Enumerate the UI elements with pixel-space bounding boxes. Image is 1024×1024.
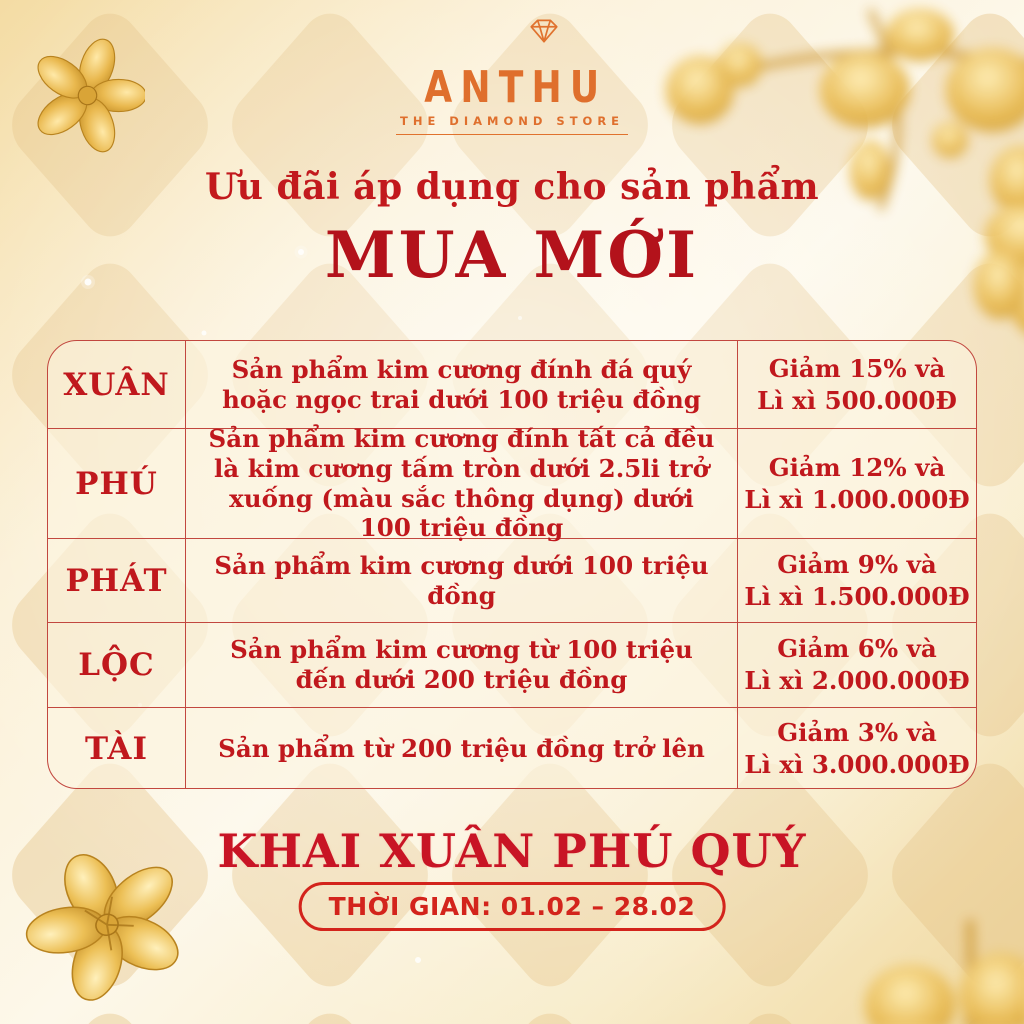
promo-title: MUA MỚI [324,218,700,293]
lixi-text: Lì xì 500.000Đ [757,385,957,415]
description-cell [186,341,738,429]
tier-label: PHÁT [65,562,168,599]
description-text: Sản phẩm kim cương dưới 100 triệu đồng [214,550,709,610]
description-text: Sản phẩm kim cương từ 100 triệu đến dưới 200 triệu đồng [230,635,693,694]
tier-cell [48,341,186,429]
offer-cell [738,623,976,708]
tier-label: TÀI [85,731,148,767]
brand-name: ANTHU [424,62,608,113]
lixi-text: Lì xì 1.500.000Đ [744,581,970,611]
tier-label: LỘC [78,647,155,683]
discount-text: Giảm 9% và [777,549,937,579]
lixi-text: Lì xì 1.000.000Đ [744,484,970,514]
discount-text: Giảm 15% và [768,353,946,383]
offer-table [47,340,977,789]
description-cell [186,623,738,708]
discount-text: Giảm 12% và [768,452,946,482]
description-text: Sản phẩm kim cương đính đá quý hoặc ngọc trai dưới 100 triệu đồng [222,354,701,414]
description-cell [186,539,738,623]
lixi-text: Lì xì 3.000.000Đ [744,750,970,779]
discount-text: Giảm 6% và [777,634,937,664]
description-text: Sản phẩm kim cương đính tất cả đều là kim cương tấm tròn dưới 2.5li trở xuống (màu sắc thông dụng) dưới 100 triệu đồng [208,423,715,543]
description-text: Sản phẩm từ 200 triệu đồng trở lên [218,734,705,764]
diamond-icon [527,17,561,44]
tier-label: PHÚ [75,465,158,502]
offer-cell [738,341,976,429]
offer-cell [738,539,976,623]
offer-cell [738,429,976,539]
offer-cell [738,708,976,789]
tier-cell [48,623,186,708]
tier-cell [48,429,186,539]
description-cell [186,708,738,789]
brand-tagline: THE DIAMOND STORE [396,114,628,135]
description-cell [186,423,738,543]
campaign-title: KHAI XUÂN PHÚ QUÝ [217,824,807,878]
lixi-text: Lì xì 2.000.000Đ [744,666,970,695]
tier-cell [48,539,186,623]
brand-logo [0,62,1024,135]
promo-subtitle: Ưu đãi áp dụng cho sản phẩm [204,166,820,208]
time-badge: THỜI GIAN: 01.02 – 28.02 [299,882,726,931]
discount-text: Giảm 3% và [777,718,937,748]
tier-label: XUÂN [63,366,170,403]
tier-cell [48,708,186,789]
